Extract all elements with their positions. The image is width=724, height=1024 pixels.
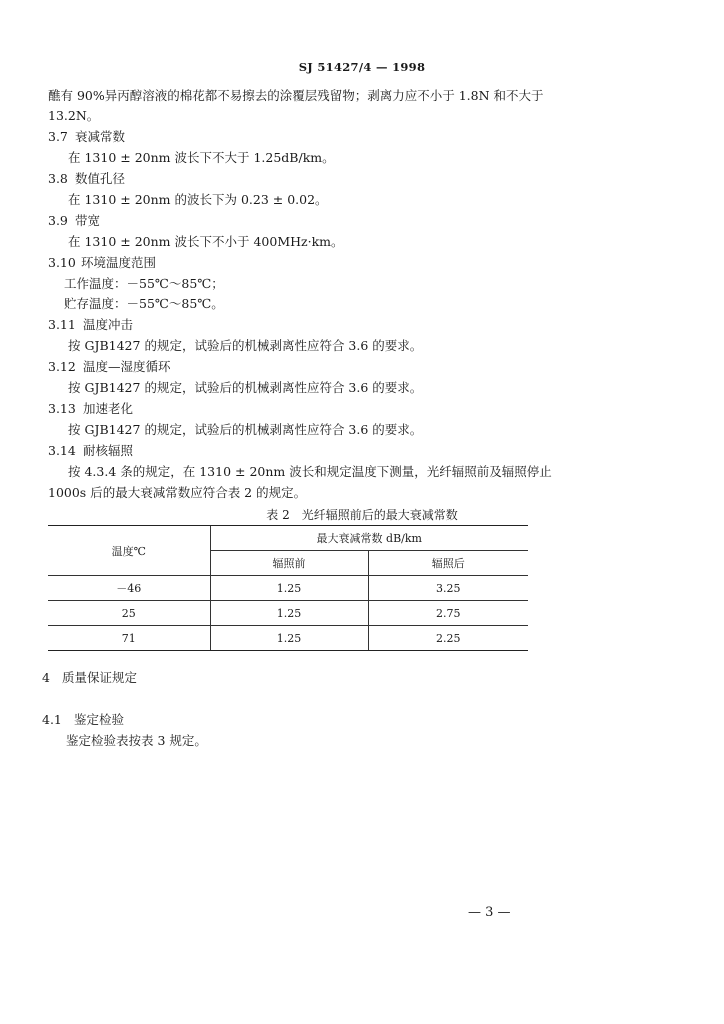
paragraph-line: 醮有 90%异丙醇溶液的棉花都不易擦去的涂覆层残留物；剥离力应不小于 1.8N 和不大于 [48, 88, 544, 103]
table-row [48, 601, 528, 626]
section-body: 贮存温度：－55℃～85℃。 [64, 296, 224, 311]
header-temperature: 温度℃ [48, 526, 210, 576]
section-title: 耐核辐照 [83, 443, 134, 458]
cell-before: 1.25 [210, 576, 368, 601]
section-body: 在 1310 ± 20nm 的波长下为 0.23 ± 0.02。 [68, 192, 328, 207]
section-body: 按 GJB1427 的规定，试验后的机械剥离性应符合 3.6 的要求。 [68, 380, 423, 395]
section-heading-3-12 [48, 359, 171, 375]
section-title: 质量保证规定 [62, 670, 138, 685]
attenuation-table [48, 525, 528, 651]
cell-after: 2.75 [368, 601, 528, 626]
section-body: 按 GJB1427 的规定，试验后的机械剥离性应符合 3.6 的要求。 [68, 422, 423, 437]
table-caption: 表 2 光纤辐照前后的最大衰减常数 [266, 508, 458, 522]
section-number: 3.8 [48, 171, 68, 186]
section-number: 3.14 [48, 443, 76, 458]
section-title: 衰减常数 [75, 129, 126, 144]
section-number: 4 [42, 670, 50, 685]
section-heading-4-1 [42, 712, 124, 728]
section-title: 鉴定检验 [74, 712, 125, 727]
section-heading-3-11 [48, 317, 133, 333]
section-body: 鉴定检验表按表 3 规定。 [66, 733, 207, 748]
section-number: 3.10 [48, 255, 76, 270]
section-heading-3-8 [48, 171, 125, 187]
paragraph-line: 13.2N。 [48, 108, 100, 123]
cell-temperature: 71 [48, 626, 210, 651]
page-header: SJ 51427/4 — 1998 [298, 60, 426, 74]
table-row [48, 576, 528, 601]
header-max-attenuation: 最大衰减常数 dB/km [210, 526, 528, 551]
section-heading-3-7 [48, 129, 125, 145]
page-number: — 3 — [468, 905, 511, 920]
section-body: 按 4.3.4 条的规定，在 1310 ± 20nm 波长和规定温度下测量，光纤辐照前及辐照停止 [68, 464, 552, 479]
section-title: 环境温度范围 [81, 255, 157, 270]
section-title: 温度冲击 [83, 317, 134, 332]
section-title: 带宽 [75, 213, 101, 228]
table-row [48, 626, 528, 651]
header-before-irradiation: 辐照前 [210, 551, 368, 576]
section-number: 3.11 [48, 317, 76, 332]
cell-temperature: 25 [48, 601, 210, 626]
section-title: 数值孔径 [75, 171, 126, 186]
section-heading-3-13 [48, 401, 133, 417]
cell-after: 3.25 [368, 576, 528, 601]
cell-before: 1.25 [210, 601, 368, 626]
header-after-irradiation: 辐照后 [368, 551, 528, 576]
section-body: 在 1310 ± 20nm 波长下不小于 400MHz·km。 [68, 234, 344, 249]
cell-before: 1.25 [210, 626, 368, 651]
section-number: 3.7 [48, 129, 68, 144]
section-body: 工作温度：－55℃～85℃； [64, 276, 224, 291]
section-heading-4 [42, 670, 137, 686]
section-body: 在 1310 ± 20nm 波长下不大于 1.25dB/km。 [68, 150, 335, 165]
section-body: 1000s 后的最大衰减常数应符合表 2 的规定。 [48, 485, 307, 500]
section-heading-3-14 [48, 443, 133, 459]
section-title: 加速老化 [83, 401, 134, 416]
section-number: 3.9 [48, 213, 68, 228]
cell-after: 2.25 [368, 626, 528, 651]
section-body: 按 GJB1427 的规定，试验后的机械剥离性应符合 3.6 的要求。 [68, 338, 423, 353]
section-number: 3.13 [48, 401, 76, 416]
section-number: 3.12 [48, 359, 76, 374]
section-title: 温度—湿度循环 [83, 359, 171, 374]
section-heading-3-9 [48, 213, 100, 229]
section-number: 4.1 [42, 712, 62, 727]
section-heading-3-10 [48, 255, 156, 271]
cell-temperature: －46 [48, 576, 210, 601]
